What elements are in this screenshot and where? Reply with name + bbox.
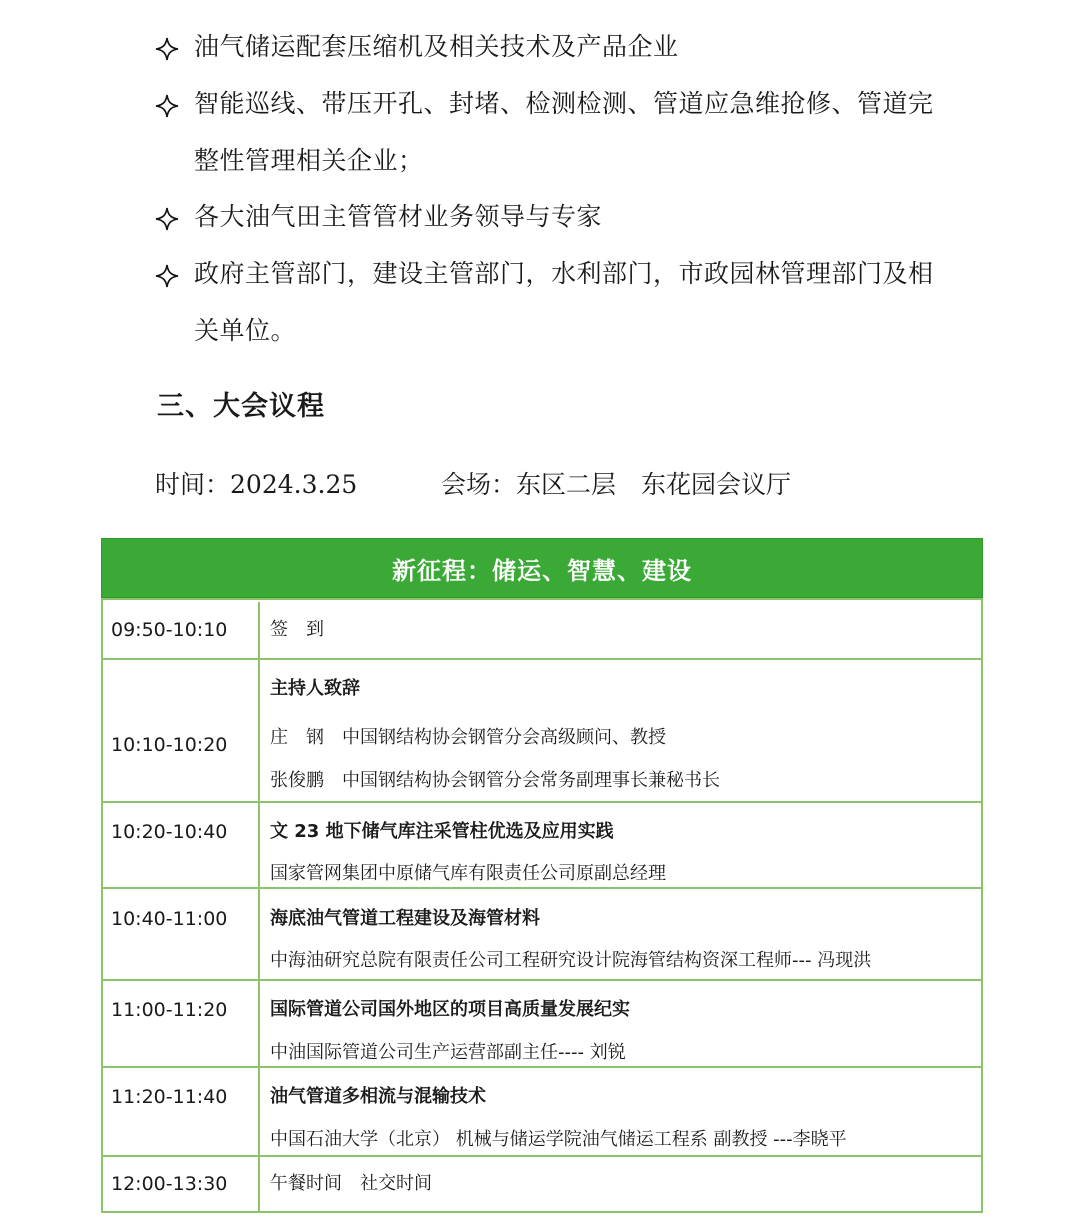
row-speaker: 中海油研究总院有限责任公司工程研究设计院海管结构资深工程师--- 冯现洪 xyxy=(270,950,872,971)
bullet-text-continued: 整性管理相关企业； xyxy=(194,146,424,175)
row-divider xyxy=(101,801,983,803)
time-label: 时间： xyxy=(155,470,231,499)
row-divider xyxy=(101,1066,983,1068)
row-topic: 国际管道公司国外地区的项目高质量发展纪实 xyxy=(270,999,630,1020)
bullet-text: 智能巡线、带压开孔、封堵、检测检测、管道应急维抢修、管道完 xyxy=(194,89,934,118)
row-speaker: 国家管网集团中原储气库有限责任公司原副总经理 xyxy=(270,863,666,884)
row-divider xyxy=(101,979,983,981)
row-topic: 油气管道多相流与混输技术 xyxy=(270,1086,486,1107)
row-speaker: 庄 钢 中国钢结构协会钢管分会高级顾问、教授 xyxy=(270,727,666,748)
bullet-text: 各大油气田主管管材业务领导与专家 xyxy=(194,202,603,231)
agenda-table xyxy=(101,538,983,1213)
agenda-title: 新征程：储运、智慧、建设 xyxy=(101,538,983,598)
column-divider xyxy=(258,602,260,1213)
row-divider xyxy=(101,658,983,660)
row-topic: 主持人致辞 xyxy=(270,678,360,699)
row-time: 10:40-11:00 xyxy=(111,908,228,930)
row-divider xyxy=(101,598,983,600)
row-time: 10:10-10:20 xyxy=(111,734,228,756)
four-point-star-icon xyxy=(155,94,179,118)
row-divider xyxy=(101,887,983,889)
four-point-star-icon xyxy=(155,207,179,231)
bullet-text: 政府主管部门，建设主管部门，水利部门，市政园林管理部门及相 xyxy=(194,259,934,288)
row-time: 10:20-10:40 xyxy=(111,821,228,843)
bullet-text-continued: 关单位。 xyxy=(194,316,297,345)
row-text: 午餐时间 社交时间 xyxy=(270,1173,432,1194)
row-speaker: 中油国际管道公司生产运营部副主任---- 刘锐 xyxy=(270,1042,626,1063)
row-divider xyxy=(101,1211,983,1213)
meeting-venue: 会场：东区二层 东花园会议厅 xyxy=(441,470,792,499)
four-point-star-icon xyxy=(155,37,179,61)
four-point-star-icon xyxy=(155,264,179,288)
row-time: 11:00-11:20 xyxy=(111,999,228,1021)
time-value: 2024.3.25 xyxy=(230,470,358,499)
row-divider xyxy=(101,1155,983,1157)
row-speaker: 中国石油大学（北京） 机械与储运学院油气储运工程系 副教授 ---李晓平 xyxy=(270,1129,847,1150)
section-title: 三、大会议程 xyxy=(157,391,325,422)
row-time: 12:00-13:30 xyxy=(111,1173,228,1195)
table-border-right xyxy=(981,598,983,1213)
row-topic: 文 23 地下储气库注采管柱优选及应用实践 xyxy=(270,821,614,842)
row-time: 09:50-10:10 xyxy=(111,619,228,641)
row-topic: 海底油气管道工程建设及海管材料 xyxy=(270,908,540,929)
row-text: 签 到 xyxy=(270,619,324,640)
bullet-text: 油气储运配套压缩机及相关技术及产品企业 xyxy=(194,32,679,61)
meeting-time xyxy=(155,468,357,502)
table-border-left xyxy=(101,598,103,1213)
row-time: 11:20-11:40 xyxy=(111,1086,228,1108)
row-speaker: 张俊鹏 中国钢结构协会钢管分会常务副理事长兼秘书长 xyxy=(270,770,720,791)
